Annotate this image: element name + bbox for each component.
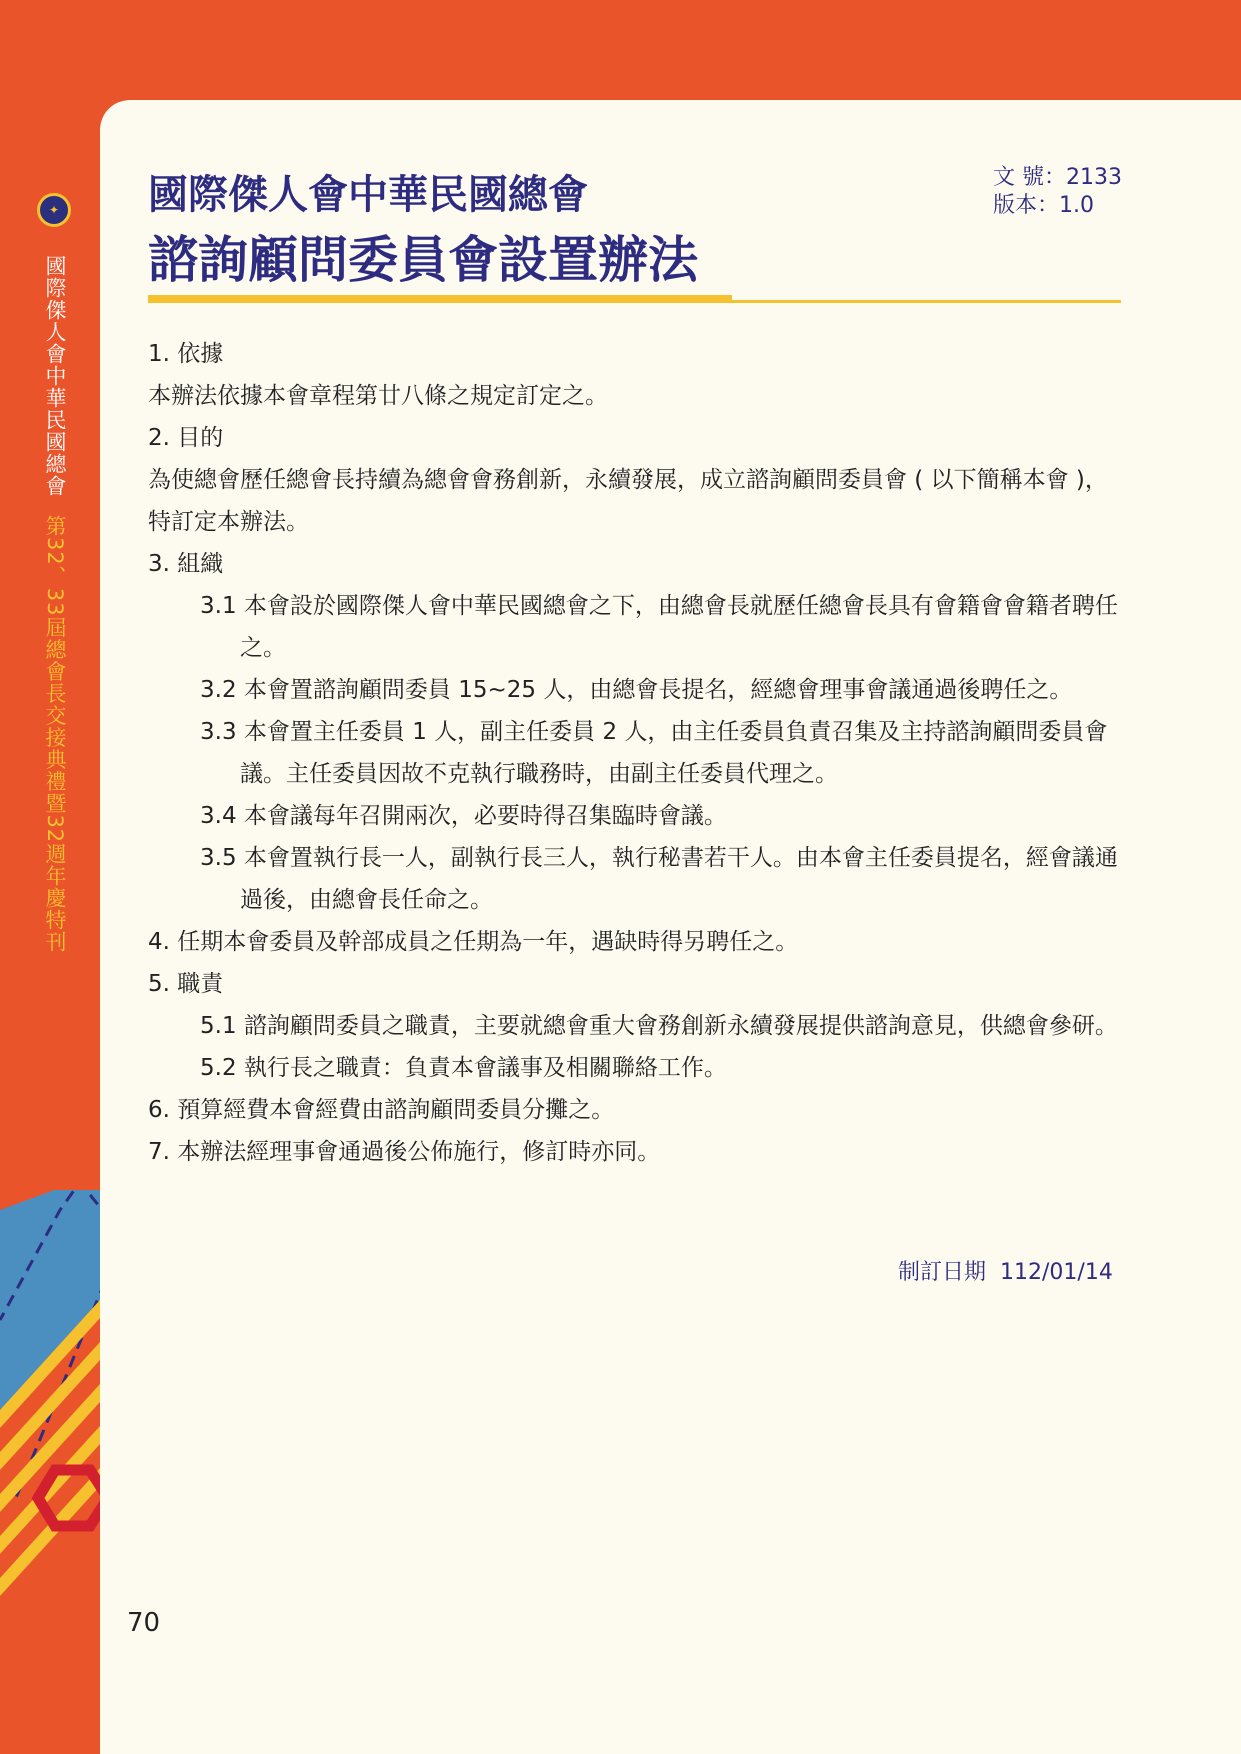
document-title: 諮詢顧問委員會設置辦法 — [148, 230, 698, 289]
sidebar-org-text: 國際傑人會中華民國總會 — [43, 255, 67, 497]
section-text: 6. 預算經費本會經費由諮詢顧問委員分攤之。 — [148, 1097, 615, 1123]
document-page — [100, 100, 1241, 1754]
sidebar-vertical-title — [40, 255, 70, 953]
section-text: 本辦法依據本會章程第廿八條之規定訂定之。 — [148, 383, 608, 409]
document-title-org: 國際傑人會中華民國總會 — [148, 171, 588, 218]
enactment-date — [898, 1255, 1113, 1286]
subsection-item: 5.2 執行長之職責：負責本會議事及相關聯絡工作。 — [200, 1055, 727, 1081]
section-heading: 5. 職責 — [148, 971, 224, 997]
document-meta — [993, 164, 1122, 220]
deco-blue-band — [0, 1190, 100, 1410]
sidebar — [0, 0, 100, 1754]
date-value: 112/01/14 — [1000, 1260, 1113, 1285]
section-text: 為使總會歷任總會長持續為總會會務創新，永續發展，成立諮詢顧問委員會 ( 以下簡稱本會 )，特訂定本辦法。 — [148, 467, 1108, 535]
title-divider-accent — [148, 295, 732, 303]
subsection-item: 3.2 本會置諮詢顧問委員 15~25 人，由總會長提名，經總會理事會議通過後聘任之。 — [200, 677, 1073, 703]
document-body — [148, 333, 1123, 1173]
section-heading: 2. 目的 — [148, 425, 224, 451]
date-label: 制訂日期 — [898, 1260, 987, 1285]
section-heading: 1. 依據 — [148, 341, 224, 367]
subsection-item: 3.3 本會置主任委員 1 人，副主任委員 2 人，由主任委員負責召集及主持諮詢顧問委員會議。主任委員因故不克執行職務時，由副主任委員代理之。 — [200, 719, 1108, 787]
document-number: 文 號：2133 — [993, 165, 1122, 190]
subsection-item: 3.1 本會設於國際傑人會中華民國總會之下，由總會長就歷任總會長具有會籍會會籍者聘任之。 — [200, 593, 1118, 661]
org-logo-icon: ✦ — [37, 193, 71, 227]
subsection-item: 5.1 諮詢顧問委員之職責，主要就總會重大會務創新永續發展提供諮詢意見，供總會參研。 — [200, 1013, 1118, 1039]
section-heading: 3. 組織 — [148, 551, 224, 577]
sidebar-event-text: 第32、33屆總會長交接典禮暨32週年慶特刊 — [43, 515, 67, 954]
section-text: 7. 本辦法經理事會通過後公佈施行，修訂時亦同。 — [148, 1139, 661, 1165]
subsection-item: 3.5 本會置執行長一人，副執行長三人，執行秘書若干人。由本會主任委員提名，經會議通過後，由總會長任命之。 — [200, 845, 1118, 913]
page-number: 70 — [127, 1608, 161, 1638]
document-version: 版本：1.0 — [993, 193, 1094, 218]
decorative-pattern — [0, 1190, 100, 1690]
section-text: 4. 任期本會委員及幹部成員之任期為一年，遇缺時得另聘任之。 — [148, 929, 799, 955]
subsection-item: 3.4 本會議每年召開兩次，必要時得召集臨時會議。 — [200, 803, 727, 829]
